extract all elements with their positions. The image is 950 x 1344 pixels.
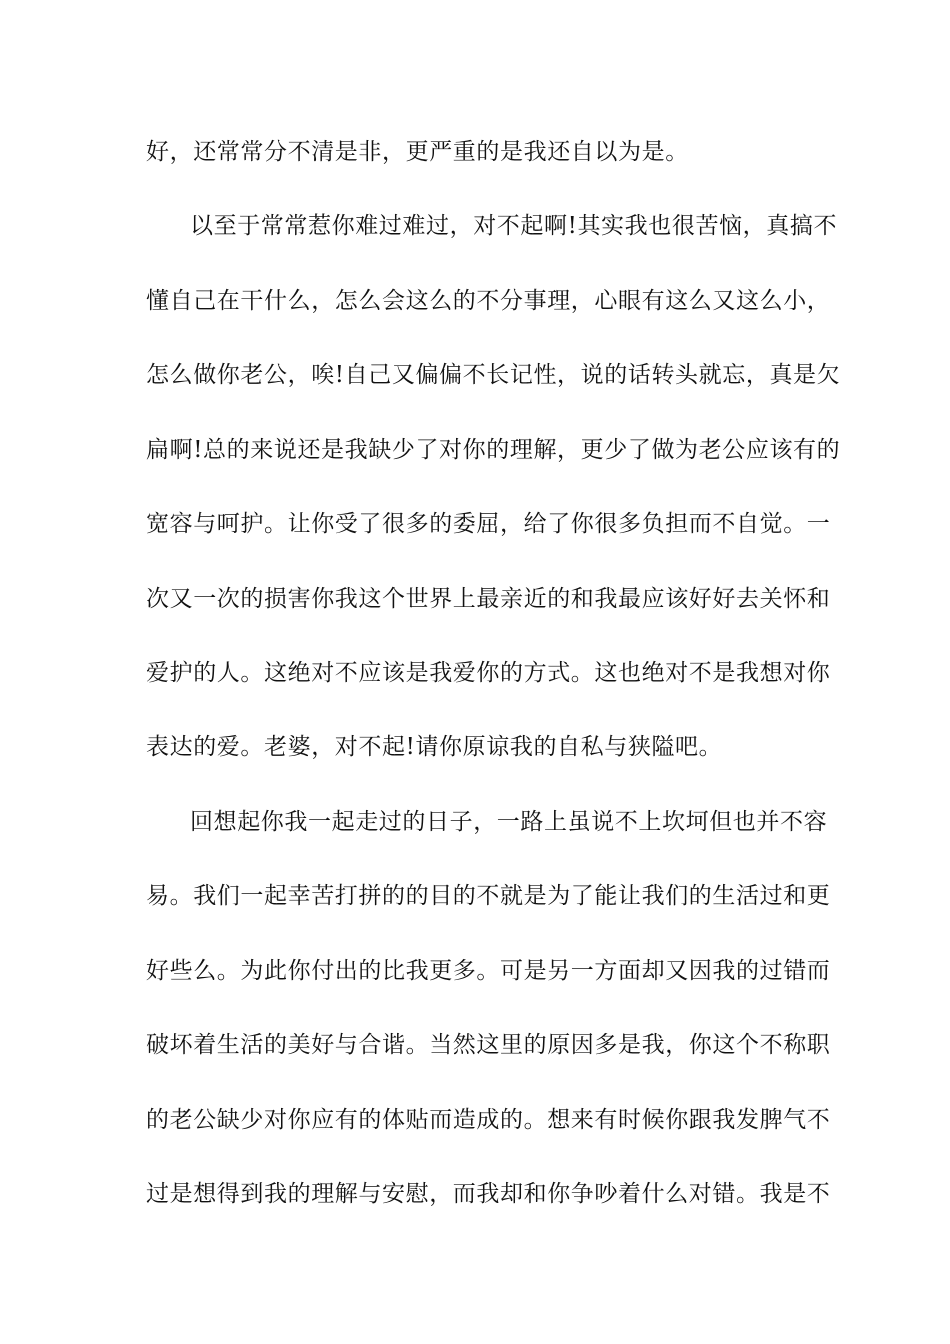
text-line: 爱护的人。这绝对不应该是我爱你的方式。这也绝对不是我想对你 xyxy=(146,660,831,686)
text-line: 表达的爱。老婆，对不起!请你原谅我的自私与狭隘吧。 xyxy=(146,734,723,760)
text-line: 好些么。为此你付出的比我更多。可是另一方面却又因我的过错而 xyxy=(146,958,831,984)
paragraph-first-line: 回想起你我一起走过的日子，一路上虽说不上坎坷但也并不容 xyxy=(190,809,828,835)
text-line: 易。我们一起幸苦打拼的的目的不就是为了能让我们的生活过和更 xyxy=(146,883,831,909)
text-line: 次又一次的损害你我这个世界上最亲近的和我最应该好好去关怀和 xyxy=(146,586,831,612)
text-line: 好，还常常分不清是非，更严重的是我还自以为是。 xyxy=(146,139,689,165)
text-line: 扁啊!总的来说还是我缺少了对你的理解，更少了做为老公应该有的 xyxy=(146,437,841,463)
text-line: 破坏着生活的美好与合谐。当然这里的原因多是我，你这个不称职 xyxy=(146,1032,831,1058)
text-line: 懂自己在干什么，怎么会这么的不分事理，心眼有这么又这么小， xyxy=(146,288,831,314)
text-line: 的老公缺少对你应有的体贴而造成的。想来有时候你跟我发脾气不 xyxy=(146,1107,831,1133)
text-line: 怎么做你老公，唉!自己又偏偏不长记性，说的话转头就忘，真是欠 xyxy=(146,362,841,388)
paragraph-first-line: 以至于常常惹你难过难过，对不起啊!其实我也很苦恼，真搞不 xyxy=(190,213,838,239)
text-line: 宽容与呵护。让你受了很多的委屈，给了你很多负担而不自觉。一 xyxy=(146,511,831,537)
text-line: 过是想得到我的理解与安慰，而我却和你争吵着什么对错。我是不 xyxy=(146,1181,831,1207)
